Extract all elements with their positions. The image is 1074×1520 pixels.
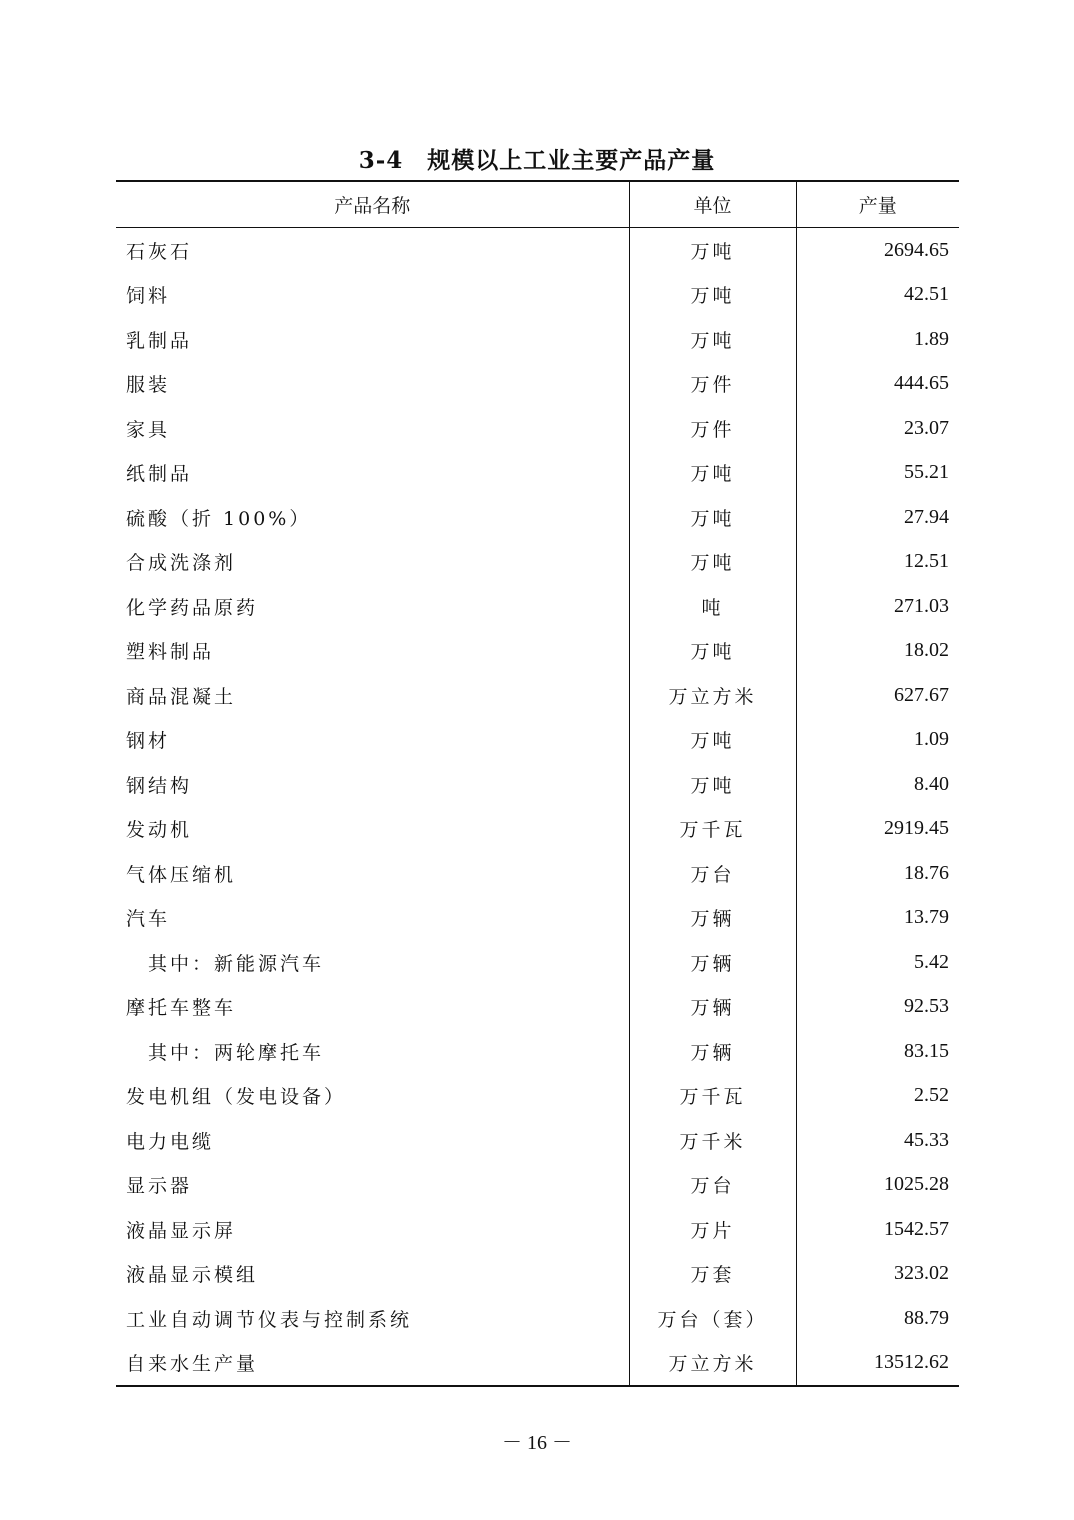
table-row [116, 762, 959, 807]
unit-cell: 万辆 [629, 896, 796, 941]
table-row [116, 896, 959, 941]
output-value-cell: 92.53 [904, 995, 949, 1018]
product-name-cell: 化学药品原药 [126, 596, 259, 619]
table-row [116, 540, 959, 585]
product-name-cell: 饲料 [126, 285, 171, 308]
header-row [116, 181, 959, 228]
table-row [116, 406, 959, 451]
table-row [116, 985, 959, 1030]
unit-cell: 万件 [629, 406, 796, 451]
product-name-cell: 液晶显示模组 [126, 1264, 259, 1287]
product-output-table-container [116, 180, 959, 1387]
unit-cell: 万吨 [629, 540, 796, 585]
table-row [116, 940, 959, 985]
header-product-name: 产品名称 [334, 195, 411, 217]
table-header [116, 181, 959, 228]
table-row [116, 1163, 959, 1208]
unit-cell: 万吨 [629, 228, 796, 273]
output-value-cell: 45.33 [904, 1128, 949, 1151]
product-name-cell: 石灰石 [126, 240, 193, 263]
product-name-cell: 电力电缆 [126, 1130, 215, 1153]
product-name-cell: 汽车 [126, 908, 171, 931]
output-value-cell: 627.67 [894, 683, 949, 706]
output-value-cell: 5.42 [914, 950, 949, 973]
page-number: － 16 － [502, 1432, 572, 1454]
product-name-cell: 家具 [126, 418, 171, 441]
product-name-cell: 气体压缩机 [126, 863, 237, 886]
unit-cell: 万辆 [629, 1029, 796, 1074]
product-name-cell: 服装 [126, 374, 171, 397]
unit-cell: 万千米 [629, 1118, 796, 1163]
header-output: 产量 [858, 195, 897, 217]
output-value-cell: 1.09 [914, 728, 949, 751]
product-name-cell: 钢材 [126, 730, 171, 753]
header-unit: 单位 [629, 181, 796, 228]
unit-cell: 万台 [629, 1163, 796, 1208]
unit-cell: 吨 [629, 584, 796, 629]
output-value-cell: 42.51 [904, 283, 949, 306]
unit-cell: 万片 [629, 1207, 796, 1252]
table-row [116, 584, 959, 629]
unit-cell: 万吨 [629, 273, 796, 318]
table-row [116, 451, 959, 496]
unit-cell: 万吨 [629, 451, 796, 496]
product-name-cell: 硫酸（折 100%） [126, 507, 312, 530]
product-name-cell: 其中：两轮摩托车 [148, 1041, 325, 1064]
product-output-table [116, 180, 959, 1387]
unit-cell: 万吨 [629, 495, 796, 540]
product-name-cell: 显示器 [126, 1175, 193, 1198]
output-value-cell: 55.21 [904, 461, 949, 484]
output-value-cell: 2919.45 [884, 817, 949, 840]
unit-cell: 万件 [629, 362, 796, 407]
output-value-cell: 18.76 [904, 861, 949, 884]
table-row [116, 673, 959, 718]
output-value-cell: 1.89 [914, 327, 949, 350]
output-value-cell: 13512.62 [874, 1351, 949, 1374]
output-value-cell: 27.94 [904, 505, 949, 528]
table-row [116, 362, 959, 407]
output-value-cell: 23.07 [904, 416, 949, 439]
table-row [116, 718, 959, 763]
table-row [116, 495, 959, 540]
output-value-cell: 1542.57 [884, 1217, 949, 1240]
unit-cell: 万立方米 [629, 1341, 796, 1387]
product-name-cell: 发动机 [126, 819, 193, 842]
output-value-cell: 88.79 [904, 1306, 949, 1329]
table-row [116, 851, 959, 896]
product-name-cell: 液晶显示屏 [126, 1219, 237, 1242]
table-row [116, 807, 959, 852]
product-name-cell: 塑料制品 [126, 641, 215, 664]
unit-cell: 万吨 [629, 762, 796, 807]
output-value-cell: 271.03 [894, 594, 949, 617]
table-row [116, 1296, 959, 1341]
table-row [116, 629, 959, 674]
product-name-cell: 钢结构 [126, 774, 193, 797]
output-value-cell: 13.79 [904, 906, 949, 929]
table-row [116, 1029, 959, 1074]
unit-cell: 万套 [629, 1252, 796, 1297]
output-value-cell: 18.02 [904, 639, 949, 662]
unit-cell: 万辆 [629, 940, 796, 985]
unit-cell: 万吨 [629, 718, 796, 763]
table-row [116, 317, 959, 362]
output-value-cell: 83.15 [904, 1039, 949, 1062]
product-name-cell: 商品混凝土 [126, 685, 237, 708]
table-row [116, 1341, 959, 1387]
product-name-cell: 摩托车整车 [126, 997, 237, 1020]
table-body [116, 228, 959, 1387]
table-title: 3-4 规模以上工业主要产品产量 [358, 147, 716, 174]
product-name-cell: 发电机组（发电设备） [126, 1086, 347, 1109]
table-row [116, 1252, 959, 1297]
unit-cell: 万辆 [629, 985, 796, 1030]
unit-cell: 万千瓦 [629, 807, 796, 852]
table-row [116, 1118, 959, 1163]
product-name-cell: 自来水生产量 [126, 1353, 259, 1376]
output-value-cell: 323.02 [894, 1262, 949, 1285]
unit-cell: 万台（套） [629, 1296, 796, 1341]
output-value-cell: 2.52 [914, 1084, 949, 1107]
unit-cell: 万千瓦 [629, 1074, 796, 1119]
output-value-cell: 1025.28 [884, 1173, 949, 1196]
product-name-cell: 纸制品 [126, 463, 193, 486]
product-name-cell: 合成洗涤剂 [126, 552, 237, 575]
table-row [116, 1207, 959, 1252]
product-name-cell: 工业自动调节仪表与控制系统 [126, 1308, 413, 1331]
table-row [116, 273, 959, 318]
unit-cell: 万立方米 [629, 673, 796, 718]
unit-cell: 万吨 [629, 317, 796, 362]
output-value-cell: 2694.65 [884, 238, 949, 261]
output-value-cell: 444.65 [894, 372, 949, 395]
product-name-cell: 其中：新能源汽车 [148, 952, 325, 975]
unit-cell: 万台 [629, 851, 796, 896]
unit-cell: 万吨 [629, 629, 796, 674]
product-name-cell: 乳制品 [126, 329, 193, 352]
output-value-cell: 8.40 [914, 772, 949, 795]
table-row [116, 1074, 959, 1119]
table-row [116, 228, 959, 273]
output-value-cell: 12.51 [904, 550, 949, 573]
